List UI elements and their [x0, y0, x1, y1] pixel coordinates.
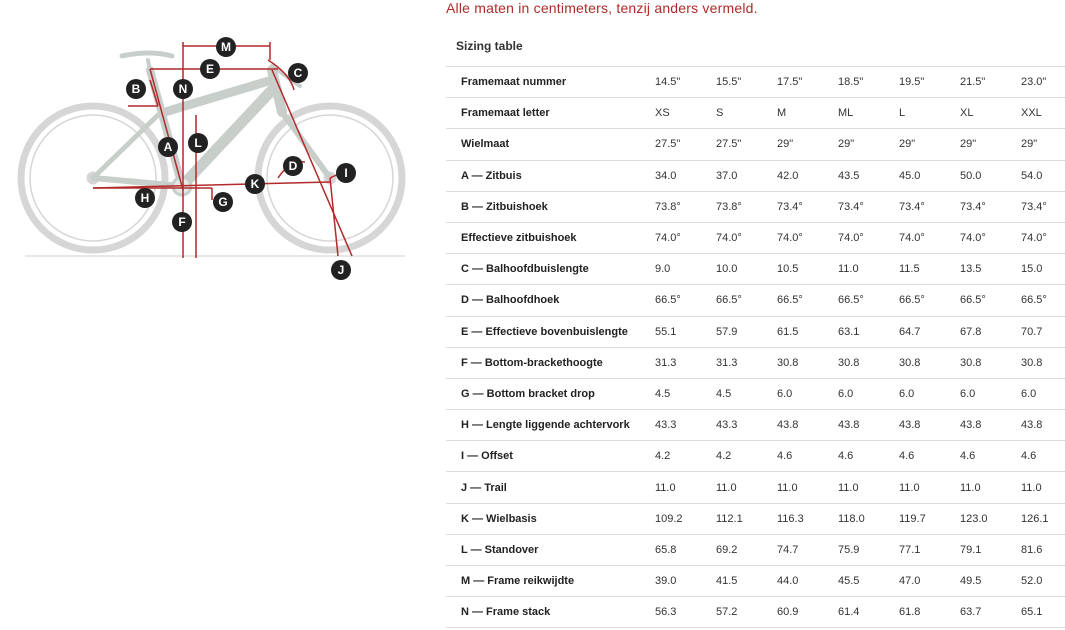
row-label: H — Lengte liggende achtervork: [446, 410, 649, 441]
table-row: [446, 347, 1065, 378]
table-cell: 73.4°: [832, 191, 893, 222]
table-cell: 6.0: [954, 378, 1015, 409]
table-cell: 79.1: [954, 534, 1015, 565]
table-cell: 31.3: [710, 347, 771, 378]
table-cell: 63.1: [832, 316, 893, 347]
label-n-badge: [173, 79, 193, 99]
table-cell: 112.1: [710, 503, 771, 534]
table-cell: 42.0: [771, 160, 832, 191]
bike-geometry-diagram: [0, 30, 420, 290]
table-cell: XL: [954, 98, 1015, 129]
row-label: D — Balhoofdhoek: [446, 285, 649, 316]
label-c-badge: [288, 63, 308, 83]
table-row: [446, 441, 1065, 472]
table-cell: 30.8: [954, 347, 1015, 378]
table-cell: 13.5: [954, 254, 1015, 285]
table-cell: 37.0: [710, 160, 771, 191]
table-cell: 74.0°: [832, 222, 893, 253]
table-cell: 44.0: [771, 566, 832, 597]
table-row: [446, 410, 1065, 441]
table-cell: 29": [954, 129, 1015, 160]
table-cell: 4.6: [893, 441, 954, 472]
table-cell: 73.4°: [954, 191, 1015, 222]
table-cell: 30.8: [893, 347, 954, 378]
table-cell: 43.8: [771, 410, 832, 441]
table-cell: 57.9: [710, 316, 771, 347]
table-cell: 10.5: [771, 254, 832, 285]
table-cell: 52.0: [1015, 566, 1065, 597]
table-cell: L: [893, 98, 954, 129]
table-cell: 43.8: [893, 410, 954, 441]
svg-text:F: F: [178, 215, 186, 229]
table-cell: 66.5°: [832, 285, 893, 316]
table-cell: XXL: [1015, 98, 1065, 129]
svg-text:I: I: [344, 166, 348, 180]
table-cell: 11.0: [954, 472, 1015, 503]
table-cell: 31.3: [649, 347, 710, 378]
label-d-badge: [283, 156, 303, 176]
table-cell: 29": [832, 129, 893, 160]
table-cell: 45.0: [893, 160, 954, 191]
table-cell: 27.5": [649, 129, 710, 160]
table-cell: M: [771, 98, 832, 129]
table-cell: 23.0": [1015, 67, 1065, 98]
table-row: [446, 191, 1065, 222]
table-cell: 4.6: [832, 441, 893, 472]
svg-text:M: M: [221, 40, 231, 54]
table-cell: 74.7: [771, 534, 832, 565]
table-row: [446, 129, 1065, 160]
table-cell: 123.0: [954, 503, 1015, 534]
table-cell: 17.5": [771, 67, 832, 98]
table-cell: 10.0: [710, 254, 771, 285]
table-row: [446, 98, 1065, 129]
table-cell: 18.5": [832, 67, 893, 98]
svg-text:N: N: [178, 82, 188, 96]
label-l-badge: [188, 133, 208, 153]
table-cell: 119.7: [893, 503, 954, 534]
label-j-badge: [331, 260, 351, 280]
table-cell: 126.1: [1015, 503, 1065, 534]
svg-text:H: H: [140, 191, 150, 205]
table-cell: 4.5: [710, 378, 771, 409]
svg-text:D: D: [288, 159, 298, 173]
table-cell: 29": [771, 129, 832, 160]
row-label: Framemaat nummer: [446, 67, 649, 98]
row-label: F — Bottom-brackethoogte: [446, 347, 649, 378]
table-cell: 81.6: [1015, 534, 1065, 565]
row-label: G — Bottom bracket drop: [446, 378, 649, 409]
table-row: [446, 472, 1065, 503]
table-cell: 60.9: [771, 597, 832, 628]
svg-text:B: B: [131, 82, 141, 96]
table-cell: 30.8: [832, 347, 893, 378]
table-cell: 56.3: [649, 597, 710, 628]
table-cell: 14.5": [649, 67, 710, 98]
table-cell: 74.0°: [893, 222, 954, 253]
table-cell: 65.1: [1015, 597, 1065, 628]
row-label: A — Zitbuis: [446, 160, 649, 191]
table-cell: 75.9: [832, 534, 893, 565]
table-cell: 4.5: [649, 378, 710, 409]
table-cell: 67.8: [954, 316, 1015, 347]
table-cell: 11.0: [771, 472, 832, 503]
table-cell: 73.4°: [771, 191, 832, 222]
units-note: Alle maten in centimeters, tenzij anders vermeld.: [446, 0, 758, 16]
table-row: [446, 67, 1065, 98]
table-cell: 118.0: [832, 503, 893, 534]
label-i-badge: [336, 163, 356, 183]
table-cell: 11.0: [1015, 472, 1065, 503]
table-cell: 43.5: [832, 160, 893, 191]
label-e-badge: [200, 59, 220, 79]
table-cell: 6.0: [1015, 378, 1065, 409]
table-row: [446, 378, 1065, 409]
table-cell: 39.0: [649, 566, 710, 597]
table-cell: 29": [893, 129, 954, 160]
table-cell: 70.7: [1015, 316, 1065, 347]
table-cell: S: [710, 98, 771, 129]
table-row: [446, 566, 1065, 597]
table-cell: 6.0: [893, 378, 954, 409]
table-cell: 65.8: [649, 534, 710, 565]
table-cell: 21.5": [954, 67, 1015, 98]
table-cell: 66.5°: [710, 285, 771, 316]
table-cell: 74.0°: [771, 222, 832, 253]
row-label: E — Effectieve bovenbuislengte: [446, 316, 649, 347]
row-label: I — Offset: [446, 441, 649, 472]
table-cell: 77.1: [893, 534, 954, 565]
table-cell: 66.5°: [1015, 285, 1065, 316]
row-label: Wielmaat: [446, 129, 649, 160]
table-cell: 109.2: [649, 503, 710, 534]
table-row: [446, 160, 1065, 191]
table-cell: 4.2: [649, 441, 710, 472]
table-cell: 30.8: [771, 347, 832, 378]
row-label: Effectieve zitbuishoek: [446, 222, 649, 253]
label-k-badge: [245, 174, 265, 194]
label-h-badge: [135, 188, 155, 208]
table-cell: 57.2: [710, 597, 771, 628]
svg-text:J: J: [337, 263, 345, 277]
table-cell: 6.0: [832, 378, 893, 409]
row-label: B — Zitbuishoek: [446, 191, 649, 222]
svg-text:K: K: [250, 177, 260, 191]
table-cell: 73.8°: [710, 191, 771, 222]
table-cell: 43.8: [832, 410, 893, 441]
table-row: [446, 534, 1065, 565]
table-row: [446, 597, 1065, 628]
table-cell: 61.5: [771, 316, 832, 347]
table-cell: 74.0°: [954, 222, 1015, 253]
table-cell: 4.2: [710, 441, 771, 472]
table-cell: 54.0: [1015, 160, 1065, 191]
table-cell: 4.6: [771, 441, 832, 472]
table-cell: 45.5: [832, 566, 893, 597]
table-cell: 4.6: [1015, 441, 1065, 472]
table-cell: 34.0: [649, 160, 710, 191]
row-label: L — Standover: [446, 534, 649, 565]
svg-text:G: G: [218, 195, 228, 209]
svg-text:E: E: [205, 62, 215, 76]
table-cell: 11.5: [893, 254, 954, 285]
table-cell: 9.0: [649, 254, 710, 285]
table-caption: Sizing table: [456, 39, 523, 53]
table-cell: 11.0: [832, 254, 893, 285]
table-cell: 61.4: [832, 597, 893, 628]
row-label: C — Balhoofdbuislengte: [446, 254, 649, 285]
table-row: [446, 254, 1065, 285]
table-cell: 41.5: [710, 566, 771, 597]
table-cell: 11.0: [649, 472, 710, 503]
table-cell: 66.5°: [771, 285, 832, 316]
label-a-badge: [158, 137, 178, 157]
table-cell: 43.8: [1015, 410, 1065, 441]
table-row: [446, 503, 1065, 534]
table-cell: 29": [1015, 129, 1065, 160]
table-row: [446, 222, 1065, 253]
table-row: [446, 316, 1065, 347]
label-f-badge: [172, 212, 192, 232]
row-label: J — Trail: [446, 472, 649, 503]
table-cell: 69.2: [710, 534, 771, 565]
table-cell: 43.8: [954, 410, 1015, 441]
table-cell: 63.7: [954, 597, 1015, 628]
table-cell: 64.7: [893, 316, 954, 347]
table-cell: 74.0°: [649, 222, 710, 253]
label-g-badge: [213, 192, 233, 212]
table-cell: 73.8°: [649, 191, 710, 222]
row-label: M — Frame reikwijdte: [446, 566, 649, 597]
table-cell: 30.8: [1015, 347, 1065, 378]
table-cell: 47.0: [893, 566, 954, 597]
table-cell: 66.5°: [893, 285, 954, 316]
label-m-badge: [216, 37, 236, 57]
row-label: K — Wielbasis: [446, 503, 649, 534]
sizing-table: [446, 66, 1065, 628]
table-cell: 66.5°: [954, 285, 1015, 316]
table-cell: 74.0°: [1015, 222, 1065, 253]
table-cell: 73.4°: [893, 191, 954, 222]
table-cell: 50.0: [954, 160, 1015, 191]
row-label: Framemaat letter: [446, 98, 649, 129]
table-cell: 43.3: [649, 410, 710, 441]
table-cell: 49.5: [954, 566, 1015, 597]
svg-text:A: A: [163, 140, 173, 154]
table-cell: 66.5°: [649, 285, 710, 316]
table-cell: 15.5": [710, 67, 771, 98]
table-cell: 43.3: [710, 410, 771, 441]
table-cell: 73.4°: [1015, 191, 1065, 222]
table-cell: XS: [649, 98, 710, 129]
table-cell: 11.0: [710, 472, 771, 503]
table-row: [446, 285, 1065, 316]
table-cell: 61.8: [893, 597, 954, 628]
table-cell: 74.0°: [710, 222, 771, 253]
table-cell: 19.5": [893, 67, 954, 98]
table-cell: 55.1: [649, 316, 710, 347]
label-b-badge: [126, 79, 146, 99]
svg-text:L: L: [194, 136, 202, 150]
table-cell: 27.5": [710, 129, 771, 160]
table-cell: 6.0: [771, 378, 832, 409]
table-cell: 116.3: [771, 503, 832, 534]
svg-text:C: C: [293, 66, 303, 80]
table-cell: 11.0: [832, 472, 893, 503]
table-cell: ML: [832, 98, 893, 129]
table-cell: 11.0: [893, 472, 954, 503]
table-cell: 4.6: [954, 441, 1015, 472]
row-label: N — Frame stack: [446, 597, 649, 628]
table-cell: 15.0: [1015, 254, 1065, 285]
